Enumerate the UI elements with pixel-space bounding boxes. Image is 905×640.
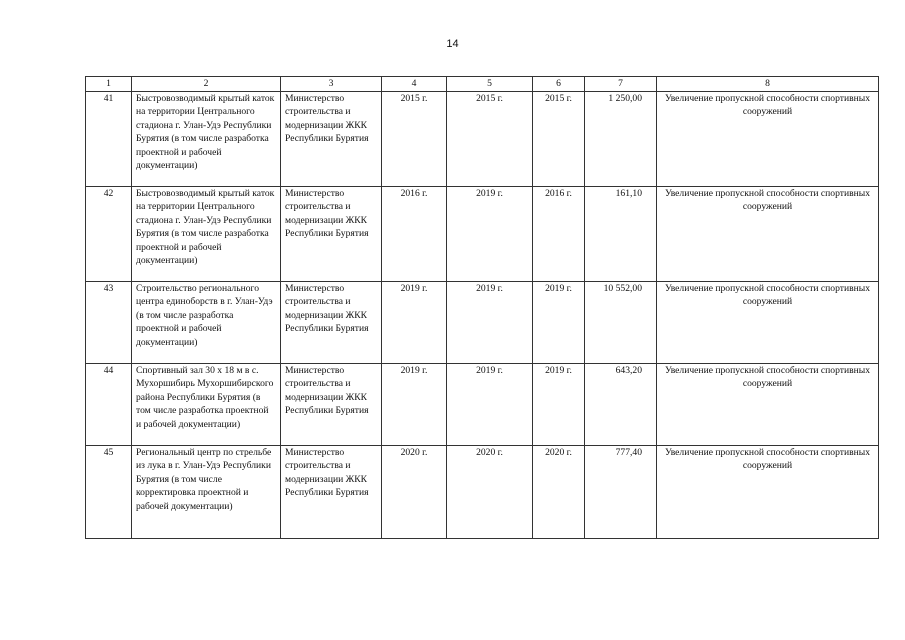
result-cell: Увеличение пропускной способности спортивных сооружений (657, 282, 879, 364)
result-cell: Увеличение пропускной способности спортивных сооружений (657, 446, 879, 539)
column-header: 3 (281, 77, 382, 92)
year-cell: 2019 г. (447, 282, 533, 364)
year-cell: 2015 г. (447, 92, 533, 187)
object-name: Региональный центр по стрельбе из лука в г. Улан-Удэ Республики Бурятия (в том числе корректировка проектной и рабочей документации) (132, 446, 281, 539)
program-table (85, 76, 879, 539)
column-header: 5 (447, 77, 533, 92)
executor: Министерство строительства и модернизации ЖКК Республики Бурятия (281, 364, 382, 446)
executor: Министерство строительства и модернизации ЖКК Республики Бурятия (281, 446, 382, 539)
row-number: 43 (86, 282, 132, 364)
amount-cell: 10 552,00 (585, 282, 657, 364)
object-name: Спортивный зал 30 х 18 м в с. Мухоршибирь Мухоршибирского района Республики Бурятия (в том числе разработка проектной и рабочей документации) (132, 364, 281, 446)
object-name: Строительство регионального центра единоборств в г. Улан-Удэ (в том числе разработка проектной и рабочей документации) (132, 282, 281, 364)
year-cell: 2020 г. (382, 446, 447, 539)
column-header: 2 (132, 77, 281, 92)
row-number: 41 (86, 92, 132, 187)
row-number: 45 (86, 446, 132, 539)
executor: Министерство строительства и модернизации ЖКК Республики Бурятия (281, 92, 382, 187)
row-number: 44 (86, 364, 132, 446)
year-cell: 2019 г. (533, 282, 585, 364)
year-cell: 2016 г. (382, 187, 447, 282)
amount-cell: 643,20 (585, 364, 657, 446)
table-row (86, 364, 879, 446)
amount-cell: 777,40 (585, 446, 657, 539)
year-cell: 2019 г. (382, 364, 447, 446)
table-header-row (86, 77, 879, 92)
year-cell: 2016 г. (533, 187, 585, 282)
table-row (86, 446, 879, 539)
year-cell: 2019 г. (447, 364, 533, 446)
table-row (86, 187, 879, 282)
table-row (86, 282, 879, 364)
year-cell: 2015 г. (533, 92, 585, 187)
table-row (86, 92, 879, 187)
year-cell: 2019 г. (382, 282, 447, 364)
column-header: 1 (86, 77, 132, 92)
executor: Министерство строительства и модернизации ЖКК Республики Бурятия (281, 282, 382, 364)
object-name: Быстровозводимый крытый каток на территории Центрального стадиона г. Улан-Удэ Республики Бурятия (в том числе разработка проектной и рабочей документации) (132, 92, 281, 187)
amount-cell: 161,10 (585, 187, 657, 282)
year-cell: 2019 г. (533, 364, 585, 446)
row-number: 42 (86, 187, 132, 282)
year-cell: 2019 г. (447, 187, 533, 282)
column-header: 6 (533, 77, 585, 92)
result-cell: Увеличение пропускной способности спортивных сооружений (657, 92, 879, 187)
executor: Министерство строительства и модернизации ЖКК Республики Бурятия (281, 187, 382, 282)
object-name: Быстровозводимый крытый каток на территории Центрального стадиона г. Улан-Удэ Республики Бурятия (в том числе разработка проектной и рабочей документации) (132, 187, 281, 282)
result-cell: Увеличение пропускной способности спортивных сооружений (657, 187, 879, 282)
result-cell: Увеличение пропускной способности спортивных сооружений (657, 364, 879, 446)
year-cell: 2020 г. (447, 446, 533, 539)
column-header: 4 (382, 77, 447, 92)
year-cell: 2015 г. (382, 92, 447, 187)
page-number: 14 (446, 38, 459, 50)
amount-cell: 1 250,00 (585, 92, 657, 187)
column-header: 7 (585, 77, 657, 92)
column-header: 8 (657, 77, 879, 92)
year-cell: 2020 г. (533, 446, 585, 539)
